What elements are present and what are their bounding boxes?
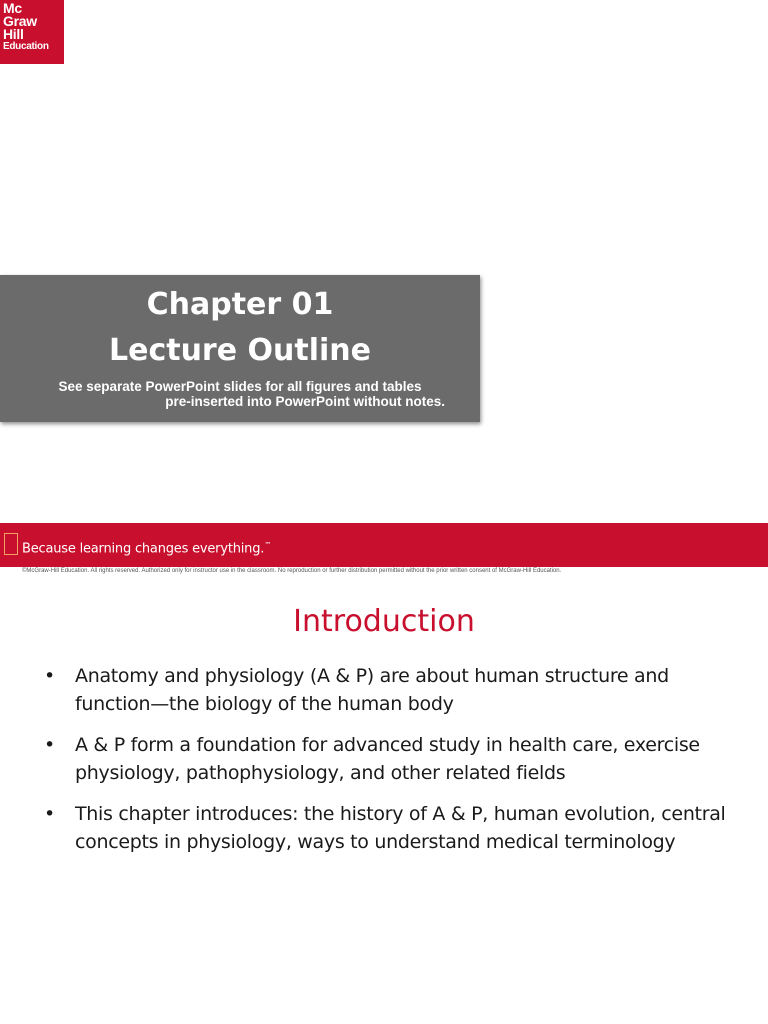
mcgraw-hill-logo xyxy=(0,0,64,64)
subtitle-line-1: See separate PowerPoint slides for all figures and tables xyxy=(58,379,422,394)
bullet-list xyxy=(42,662,732,869)
bullet-text: Anatomy and physiology (A & P) are about human structure and function—the biology of the human body xyxy=(75,665,669,715)
trademark-mark: ™ xyxy=(264,541,271,549)
list-item xyxy=(42,731,732,787)
bullet-text: This chapter introduces: the history of A & P, human evolution, central concepts in physiology, ways to understand medical terminology xyxy=(75,803,726,853)
subtitle-line-2: pre-inserted into PowerPoint without notes. xyxy=(165,394,445,409)
bullet-text: A & P form a foundation for advanced study in health care, exercise physiology, pathophysiology, and other related fields xyxy=(75,734,700,784)
logo-word: Mc xyxy=(3,0,22,16)
copyright-notice: ©McGraw-Hill Education. All rights reserved. Authorized only for instructor use in the classroom. No reproduction or further distribution permitted without the prior written consent of McGraw-Hill Education. xyxy=(22,568,562,574)
logo-word: Education xyxy=(3,41,49,52)
logo-word: Hill xyxy=(3,26,24,42)
tagline-text: Because learning changes everything. xyxy=(22,541,265,557)
introduction-slide xyxy=(0,578,768,1024)
bracket-icon xyxy=(4,533,18,555)
lecture-title: Lecture Outline xyxy=(108,333,371,368)
slide-title: Introduction xyxy=(293,604,475,639)
logo-word: Graw xyxy=(3,13,37,29)
list-item xyxy=(42,662,732,718)
tagline xyxy=(22,536,271,558)
chapter-title: Chapter 01 xyxy=(146,287,334,322)
list-item xyxy=(42,800,732,856)
tagline-bar xyxy=(0,523,768,567)
chapter-title-box xyxy=(0,275,480,422)
bullet-icon: • xyxy=(44,734,55,756)
bullet-icon: • xyxy=(44,803,55,825)
bullet-icon: • xyxy=(44,665,55,687)
